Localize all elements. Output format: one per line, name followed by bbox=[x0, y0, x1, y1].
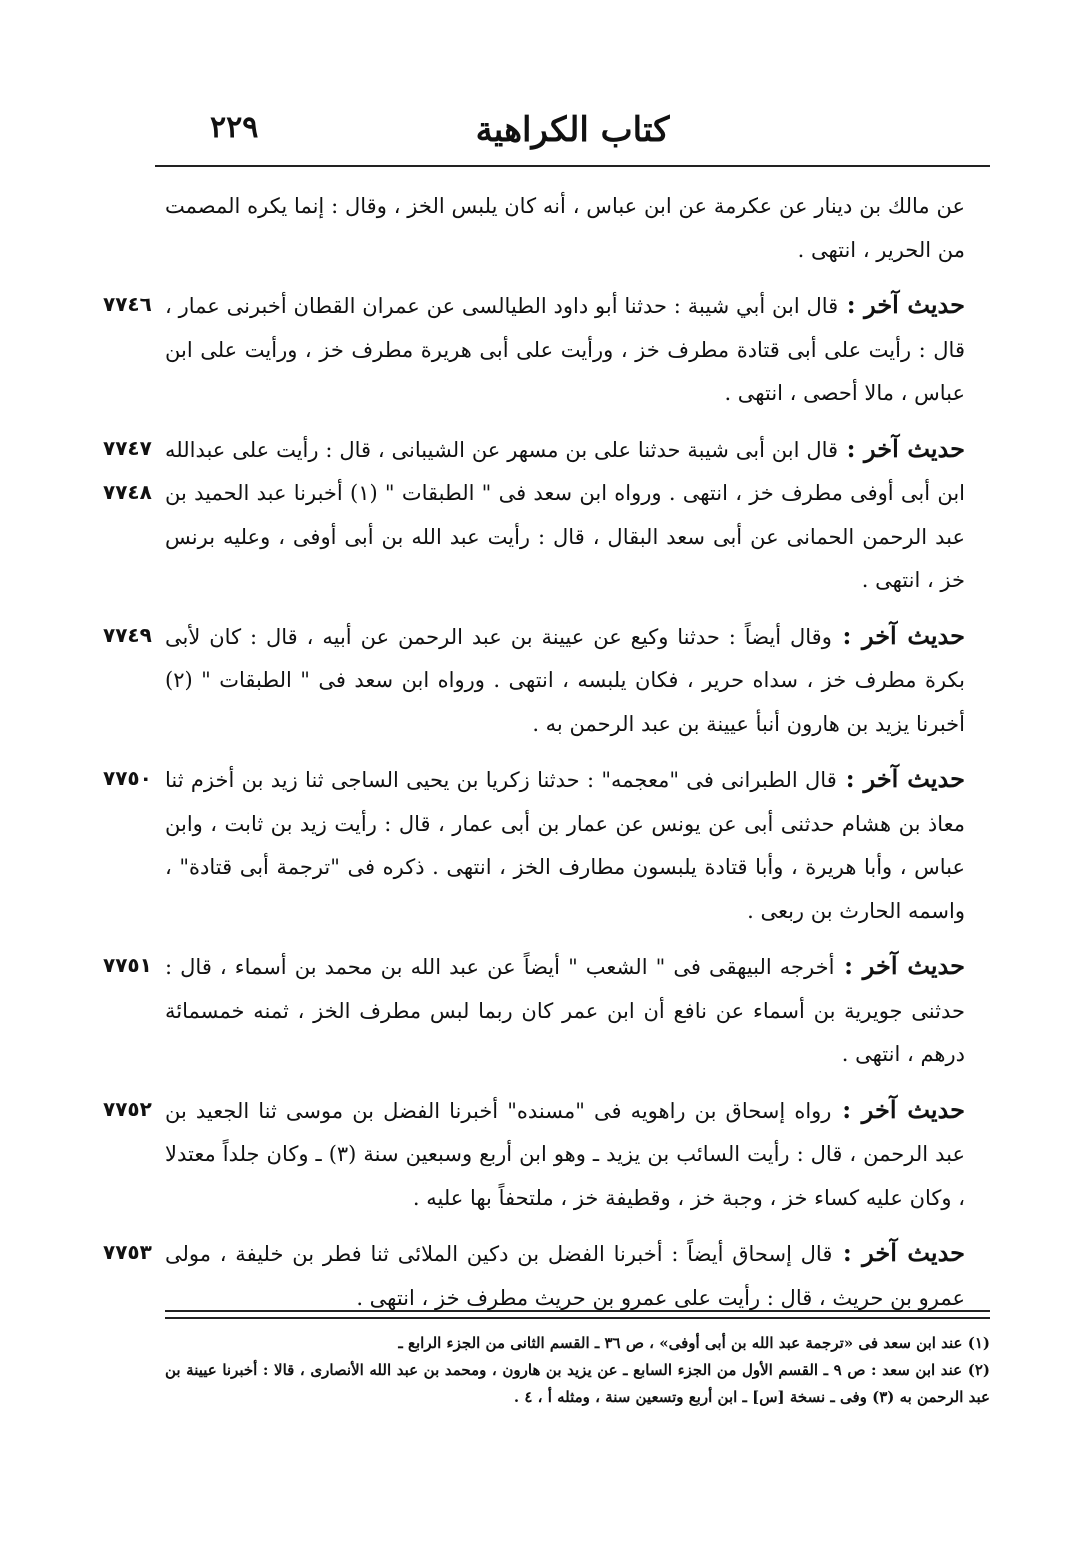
hadith-lead: حديث آخر : bbox=[832, 1238, 965, 1267]
hadith-number: ٧٧٤٩ bbox=[103, 622, 152, 647]
hadith-number: ٧٧٥٢ bbox=[103, 1096, 152, 1121]
paragraph-text: أخرجه البيهقى فى " الشعب " أيضاً عن عبد الله بن محمد بن أسماء ، قال : حدثنى جويرية بن أسماء عن نافع أن ابن عمر كان ربما لبس مطرف الخز ، ثمنه خمسمائة درهم ، انتهى . bbox=[165, 955, 965, 1066]
paragraph bbox=[165, 185, 965, 272]
hadith-lead: حديث آخر : bbox=[836, 764, 965, 793]
hadith-lead: حديث آخر : bbox=[831, 1094, 965, 1124]
hadith-lead: حديث آخر : bbox=[838, 290, 965, 319]
hadith-lead: حديث آخر : bbox=[834, 951, 965, 980]
hadith-paragraph bbox=[103, 1088, 966, 1221]
hadith-number: ٧٧٥١ bbox=[103, 953, 152, 977]
paragraph-text: عن مالك بن دينار عن عكرمة عن ابن عباس ، أنه كان يلبس الخز ، وقال : إنما يكره المصمت من الحرير ، انتهى . bbox=[165, 194, 965, 262]
paragraph-text: رواه إسحاق بن راهويه فى "مسنده" أخبرنا الفضل بن موسى ثنا الجعيد بن عبد الرحمن ، قال : رأيت السائب بن يزيد ـ وهو ابن أربع وسبعين سنة (٣) ـ وكان جلداً معتدلا ، وكان عليه كساء خز ، وجبة خز ، وقطيفة خز ، ملتحفاً بها عليه . bbox=[165, 1098, 966, 1210]
footnote: (١) عند ابن سعد فى «ترجمة عبد الله بن أبى أوفى» ، ص ٣٦ ـ القسم الثانى من الجزء الرابع ـ bbox=[398, 1334, 990, 1352]
hadith-lead: حديث آخر : bbox=[838, 433, 965, 463]
footnotes bbox=[165, 1330, 990, 1411]
main-text bbox=[103, 185, 966, 1331]
hadith-number: ٧٧٤٧ bbox=[103, 435, 152, 460]
paragraph-text: قال إسحاق أيضاً : أخبرنا الفضل بن دكين الملائى ثنا فطر بن خليفة ، مولى عمرو بن حريث ، قال : رأيت على عمرو بن حريث مطرف خز ، انتهى . bbox=[165, 1242, 965, 1310]
book-title: كتاب الكراهية bbox=[475, 110, 670, 150]
paragraph-text: قال الطبرانى فى "معجمه" : حدثنا زكريا بن يحيى الساجى ثنا زيد بن أخزم ثنا معاذ بن هشام حدثنى أبى عن يونس عن عمار بن أبى عمار ، قال : رأيت زيد بن ثابت ، وابن عباس ، وأبا هريرة ، وأبا قتادة يلبسون مطارف الخز ، انتهى . ذكره فى "ترجمة أبى قتادة" ، واسمه الحارث بن ربعى . bbox=[165, 768, 965, 923]
header-rule bbox=[155, 165, 990, 167]
footnote-separator bbox=[165, 1310, 990, 1319]
footnote: (٢) عند ابن سعد : ص ٩ ـ القسم الأول من الجزء السابع ـ عن يزيد بن هارون ، ومحمد بن عبد الله الأنصارى ، قالا : أخبرنا عيينة بن عبد الرحمن به (٣) وفى ـ نسخة [س] ـ ابن أربع وتسعين سنة ، ومثله أ ، ٤ . bbox=[165, 1361, 990, 1406]
paragraph-text: وقال أيضاً : حدثنا وكيع عن عيينة بن عبد الرحمن عن أبيه ، قال : كان لأبى بكرة مطرف خز ، سداه حرير ، فكان يلبسه ، انتهى . ورواه ابن سعد فى " الطبقات " (٢) أخبرنا يزيد بن هارون أنبأ عيينة بن عبد الرحمن به . bbox=[165, 624, 965, 736]
hadith-paragraph bbox=[103, 944, 965, 1077]
hadith-lead: حديث آخر : bbox=[831, 620, 965, 650]
hadith-paragraph bbox=[103, 614, 965, 747]
page-number: ٢٢٩ bbox=[210, 110, 259, 145]
hadith-number: ٧٧٤٦ bbox=[103, 292, 152, 316]
paragraph-text: قال ابن أبي شيبة : حدثنا أبو داود الطيالسى عن عمران القطان أخبرنى عمار ، قال : رأيت على أبى قتادة مطرف خز ، ورأيت على أبى هريرة مطرف خز ، ورأيت على ابن عباس ، مالا أحصى ، انتهى . bbox=[165, 294, 965, 405]
hadith-number: ٧٧٤٨ bbox=[103, 479, 152, 504]
hadith-paragraph bbox=[103, 1231, 965, 1320]
hadith-paragraph bbox=[103, 427, 965, 603]
paragraph-text: قال ابن أبى شيبة حدثنا على بن مسهر عن الشيبانى ، قال : رأيت على عبدالله ابن أبى أوفى مطرف خز ، انتهى . ورواه ابن سعد فى " الطبقات " (١) أخبرنا عبد الحميد بن عبد الرحمن الحمانى عن أبى سعد البقال ، قال : رأيت عبد الله بن أبى أوفى ، وعليه برنس خز ، انتهى . bbox=[165, 437, 965, 592]
hadith-paragraph bbox=[103, 757, 965, 933]
hadith-paragraph bbox=[103, 283, 965, 416]
hadith-number: ٧٧٥٣ bbox=[103, 1240, 152, 1264]
page-header bbox=[155, 100, 990, 160]
hadith-number: ٧٧٥٠ bbox=[103, 766, 152, 790]
